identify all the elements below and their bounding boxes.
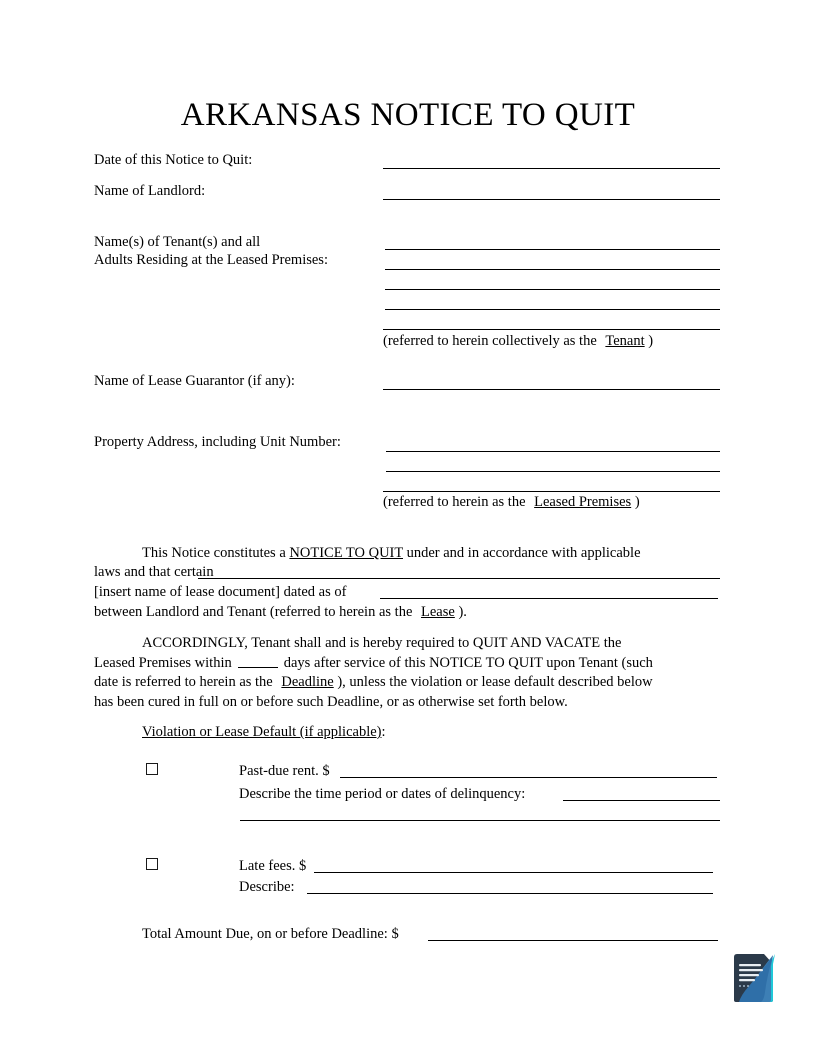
property-address-label: Property Address, including Unit Number: (94, 434, 341, 450)
deadline-suffix: ), unless the violation or lease default described below (337, 674, 653, 690)
vacate-days-suffix: days after service of this NOTICE TO QUIT upon Tenant (such (283, 655, 653, 671)
lease-document-line-2-text: [insert name of lease document] dated as of (94, 584, 347, 600)
accordingly-paragraph-line-2 (94, 653, 653, 672)
premises-note-suffix: ) (634, 494, 640, 510)
guarantor-input-rule[interactable] (383, 389, 720, 390)
date-of-notice-label-colon: : (248, 152, 253, 168)
past-due-rent-describe-label: Describe the time period or dates of delinquency: (239, 786, 526, 802)
lease-term: Lease (421, 604, 455, 620)
lease-parties-suffix: ). (458, 604, 467, 620)
late-fees-describe-label: Describe: (239, 879, 295, 895)
tenant-label-line-2: Adults Residing at the Leased Premises: (94, 252, 328, 268)
lease-document-line-3 (94, 603, 467, 621)
lease-document-line-1 (94, 563, 214, 581)
total-amount-due-label: Total Amount Due, on or before Deadline: $ (142, 926, 399, 942)
violation-heading (142, 723, 386, 741)
late-fees-label: Late fees. $ (239, 858, 307, 874)
violation-heading-colon: : (381, 724, 386, 740)
tenant-input-rule-5[interactable] (383, 329, 720, 330)
total-amount-due-rule[interactable] (428, 940, 718, 941)
landlord-input-rule[interactable] (383, 199, 720, 200)
lease-parties-text: between Landlord and Tenant (referred to herein as the (94, 604, 413, 620)
late-fees-describe-rule[interactable] (307, 893, 713, 894)
vacate-days-prefix: Leased Premises within (94, 655, 232, 671)
past-due-rent-describe-rule-1[interactable] (563, 800, 720, 801)
date-of-notice-label (94, 151, 252, 169)
tenant-note-prefix: (referred to herein collectively as the (383, 333, 597, 349)
date-of-notice-input-rule[interactable] (383, 168, 720, 169)
accordingly-line-1-text: ACCORDINGLY, Tenant shall and is hereby required to QUIT AND VACATE the (142, 635, 622, 651)
tenant-input-rule-1[interactable] (385, 249, 720, 250)
tenant-label-line-1: Name(s) of Tenant(s) and all (94, 234, 261, 250)
tenant-note-term: Tenant (605, 333, 645, 349)
notice-to-quit-term: NOTICE TO QUIT (289, 545, 403, 561)
property-address-input-rule-2[interactable] (386, 471, 720, 472)
tenant-definition-note (383, 332, 653, 350)
lease-document-line-2 (94, 583, 346, 601)
past-due-rent-describe-rule-2[interactable] (240, 820, 720, 821)
lease-document-line-1-text: laws and that certain (94, 564, 214, 580)
tenant-note-suffix: ) (648, 333, 654, 349)
landlord-label: Name of Landlord: (94, 183, 206, 199)
guarantor-label: Name of Lease Guarantor (if any): (94, 373, 295, 389)
accordingly-paragraph-line-1 (94, 633, 722, 653)
days-count-input[interactable] (238, 653, 278, 668)
deadline-prefix: date is referred to herein as the (94, 674, 273, 690)
violation-heading-text: Violation or Lease Default (if applicable) (142, 724, 382, 740)
date-of-notice-label-text: Date of this Notice to Quit (94, 152, 249, 168)
premises-note-term: Leased Premises (534, 494, 632, 510)
late-fees-checkbox[interactable] (146, 858, 158, 870)
tenant-input-rule-2[interactable] (385, 269, 720, 270)
lease-name-input-rule[interactable] (198, 578, 720, 579)
tenant-input-rule-3[interactable] (385, 289, 720, 290)
accordingly-paragraph-line-4: has been cured in full on or before such Deadline, or as otherwise set forth below. (94, 694, 568, 710)
past-due-rent-amount-rule[interactable] (340, 777, 717, 778)
past-due-rent-label: Past-due rent. $ (239, 763, 330, 779)
notice-paragraph-part-1: This Notice constitutes a (142, 545, 290, 561)
past-due-rent-checkbox[interactable] (146, 763, 158, 775)
premises-note-prefix: (referred to herein as the (383, 494, 526, 510)
property-address-input-rule-3[interactable] (383, 491, 720, 492)
accordingly-paragraph-line-3 (94, 673, 653, 691)
notice-paragraph (94, 543, 722, 563)
property-address-input-rule-1[interactable] (386, 451, 720, 452)
tenant-input-rule-4[interactable] (385, 309, 720, 310)
page-title: ARKANSAS NOTICE TO QUIT (180, 97, 636, 133)
leased-premises-definition-note (383, 493, 640, 511)
document-logo-icon (731, 952, 779, 1004)
notice-paragraph-part-2: under and in accordance with applicable (402, 545, 641, 561)
late-fees-amount-rule[interactable] (314, 872, 713, 873)
deadline-term: Deadline (281, 674, 334, 690)
lease-date-input-rule[interactable] (380, 598, 718, 599)
